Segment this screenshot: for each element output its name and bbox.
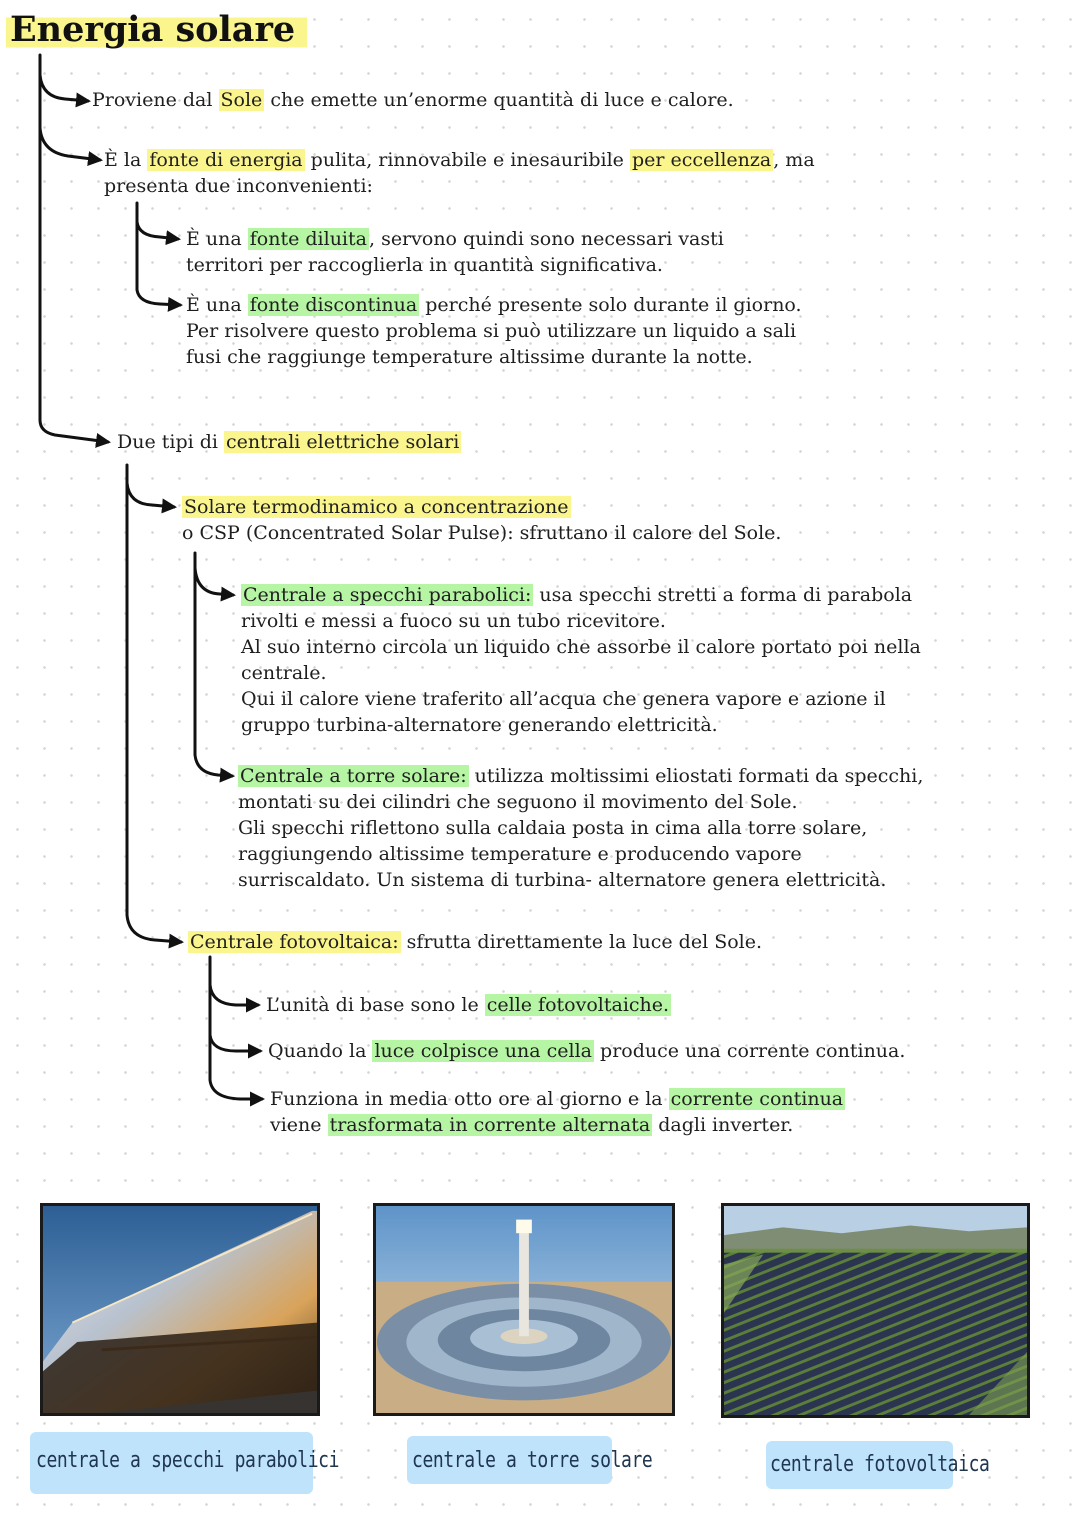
tower-line4: raggiungendo altissime temperature e producendo vapore (238, 843, 802, 865)
tower-line3: Gli specchi riflettono sulla caldaia posta in cima alla torre solare, (238, 817, 868, 839)
drawback-discontinuous-line2: Per risolvere questo problema si può utilizzare un liquido a sali (186, 320, 797, 342)
solar-tower-photo (373, 1203, 675, 1416)
parabolic-mirror-photo (40, 1203, 320, 1416)
page-title: Energia solare (6, 8, 307, 52)
tower-line5: surriscaldato. Un sistema di turbina- alternatore genera elettricità. (238, 869, 887, 891)
parabolic-line6: gruppo turbina-alternatore generando elettricità. (241, 714, 718, 736)
parabolic-plant: Centrale a specchi parabolici: usa specchi stretti a forma di parabola (243, 584, 913, 606)
point-clean-energy-line2: presenta due inconvenienti: (104, 175, 373, 197)
csp-description: o CSP (Concentrated Solar Pulse): sfruttano il calore del Sole. (182, 522, 782, 544)
parabolic-line2: rivolti e messi a fuoco su un tubo ricevitore. (241, 610, 666, 632)
drawback-diluted: È una fonte diluita , servono quindi sono necessari vasti (186, 228, 724, 250)
pv-operation: Funziona in media otto ore al giorno e la corrente continua (270, 1088, 844, 1110)
photovoltaic-field-photo (721, 1203, 1030, 1418)
photovoltaic-plant: Centrale fotovoltaica: sfrutta direttamente la luce del Sole. (190, 931, 763, 953)
caption-parabolic: centrale a specchi parabolici (36, 1448, 340, 1473)
pv-current: Quando la luce colpisce una cella produce una corrente continua. (268, 1040, 906, 1062)
csp-heading: Solare termodinamico a concentrazione (184, 496, 569, 518)
tower-plant: Centrale a torre solare: utilizza moltissimi eliostati formati da specchi, (240, 765, 924, 787)
drawback-discontinuous: È una fonte discontinua perché presente solo durante il giorno. (186, 294, 802, 316)
parabolic-line4: centrale. (241, 662, 327, 684)
drawback-diluted-line2: territori per raccoglierla in quantità significativa. (186, 254, 663, 276)
pv-cells: L’unità di base sono le celle fotovoltaiche. (266, 994, 670, 1016)
parabolic-line5: Qui il calore viene traferito all’acqua che genera vapore e azione il (241, 688, 886, 710)
point-plant-types: Due tipi di centrali elettriche solari (117, 431, 460, 453)
tower-line2: montati su dei cilindri che seguono il movimento del Sole. (238, 791, 798, 813)
parabolic-line3: Al suo interno circola un liquido che assorbe il calore portato poi nella (241, 636, 921, 658)
point-clean-energy: È la fonte di energia pulita, rinnovabile e inesauribile per eccellenza , ma (104, 149, 815, 171)
drawback-discontinuous-line3: fusi che raggiunge temperature altissime durante la notte. (186, 346, 753, 368)
caption-photovoltaic: centrale fotovoltaica (770, 1452, 990, 1477)
point-origin: Proviene dal Sole che emette un’enorme quantità di luce e calore. (92, 89, 734, 111)
pv-operation-line2: viene trasformata in corrente alternata dagli inverter. (270, 1114, 794, 1136)
caption-tower: centrale a torre solare (412, 1448, 653, 1473)
